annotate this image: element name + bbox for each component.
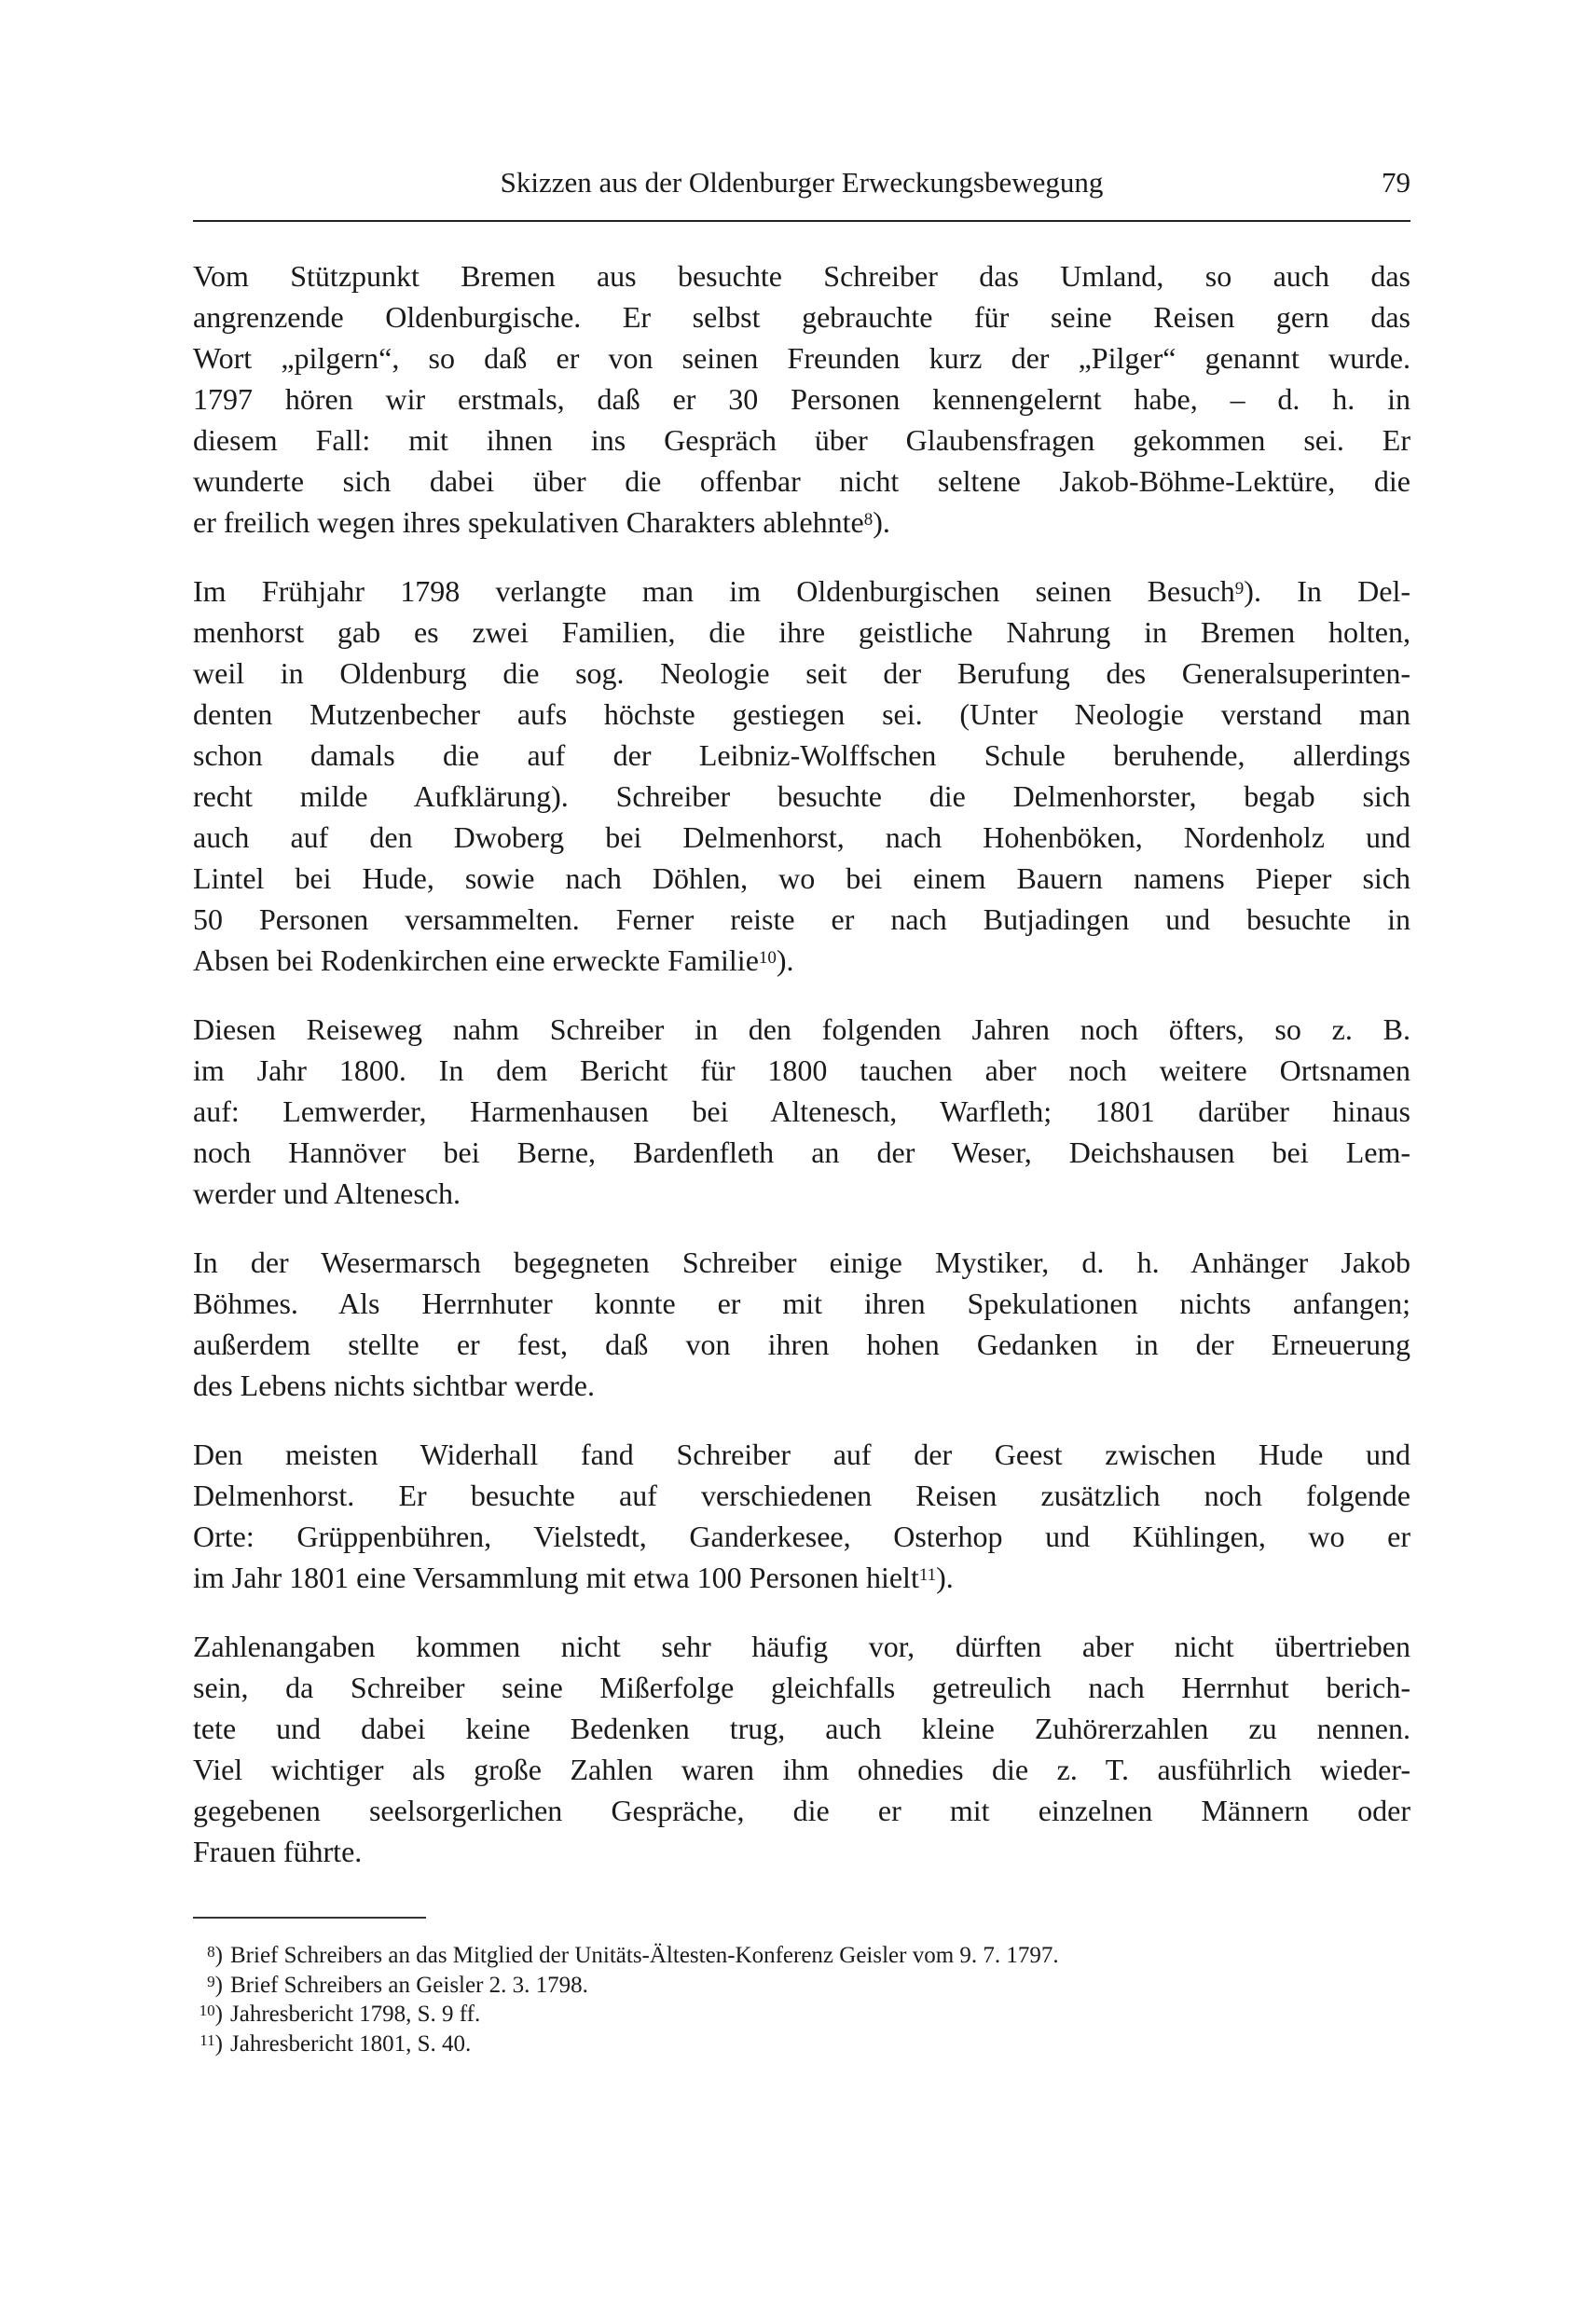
footnote-ref[interactable]: 10 (758, 948, 777, 968)
text-line: Den meisten Widerhall fand Schreiber auf der Geest zwischen Hude und (193, 1438, 1410, 1471)
text-line: Zahlenangaben kommen nicht sehr häufig vor, dürften aber nicht übertrieben (193, 1630, 1410, 1663)
text-line: Vom Stützpunkt Bremen aus besuchte Schreiber das Umland, so auch das (193, 259, 1410, 293)
text-line: diesem Fall: mit ihnen ins Gespräch über Glaubensfragen gekommen sei. Er (193, 423, 1410, 457)
running-title: Skizzen aus der Oldenburger Erweckungsbewegung (500, 166, 1104, 199)
text-line: Delmenhorst. Er besuchte auf verschiedenen Reisen zusätzlich noch folgende (193, 1479, 1410, 1512)
paragraph (193, 1626, 1410, 1872)
paragraph (193, 1009, 1410, 1214)
footnote (193, 2000, 1410, 2030)
text-line: noch Hannöver bei Berne, Bardenfleth an der Weser, Deichshausen bei Lem- (193, 1135, 1410, 1169)
footnote-ref[interactable]: 11 (918, 1565, 937, 1585)
text-line: auch auf den Dwoberg bei Delmenhorst, nach Hohenböken, Nordenholz und (193, 820, 1410, 854)
text-line: des Lebens nichts sichtbar werde. (193, 1369, 595, 1402)
footnote-number-sup: 11 (200, 2030, 215, 2049)
text-line: weil in Oldenburg die sog. Neologie seit der Berufung des Generalsuperinten- (193, 656, 1410, 690)
page-number: 79 (1382, 166, 1410, 199)
footnote-number-sup: 10 (199, 2002, 215, 2019)
text-line: im Jahr 1801 eine Versammlung mit etwa 100 Personen hielt$^{11}$). (193, 1561, 954, 1594)
footnote-text: Brief Schreibers an das Mitglied der Unitäts-Ältesten-Konferenz Geisler vom 9. 7. 1797. (230, 1943, 1059, 1968)
line-tail: ). (873, 505, 890, 539)
header-rule (193, 220, 1410, 222)
text-line: 1797 hören wir erstmals, daß er 30 Personen kennengelernt habe, – d. h. in (193, 382, 1410, 416)
text-line: Viel wichtiger als große Zahlen waren ihm ohnedies die z. T. ausführlich wieder- (193, 1753, 1410, 1786)
text-line: schon damals die auf der Leibniz-Wolffschen Schule beruhende, allerdings (193, 738, 1410, 772)
line-tail: ). (936, 1561, 954, 1594)
footnote-number: $^9$) (207, 1972, 223, 1998)
text-line: Böhmes. Als Herrnhuter konnte er mit ihren Spekulationen nichts anfangen; (193, 1287, 1410, 1320)
footnote-number: $^{11}$) (200, 2030, 223, 2057)
text-line: er freilich wegen ihres spekulativen Charakters ablehnte$^8$). (193, 505, 890, 539)
text-line: Absen bei Rodenkirchen eine erweckte Familie$^{10}$). (193, 943, 794, 977)
text-line: 50 Personen versammelten. Ferner reiste er nach Butjadingen und besuchte in (193, 902, 1410, 936)
text-line: denten Mutzenbecher aufs höchste gestiegen sei. (Unter Neologie verstand man (193, 697, 1410, 731)
paragraph (193, 1242, 1410, 1406)
text-line: außerdem stellte er fest, daß von ihren hohen Gedanken in der Erneuerung (193, 1328, 1410, 1361)
footnote-number-sup: 9 (207, 1972, 215, 1990)
text-line: tete und dabei keine Bedenken trug, auch kleine Zuhörerzahlen zu nennen. (193, 1712, 1410, 1745)
footnote-ref[interactable]: 9 (1234, 579, 1245, 599)
footnote-text: Jahresbericht 1801, S. 40. (230, 2030, 472, 2057)
text-line: menhorst gab es zwei Familien, die ihre geistliche Nahrung in Bremen holten, (193, 615, 1410, 649)
footnote (193, 1971, 1410, 2001)
footnote (193, 1941, 1410, 1971)
footnote-text: Brief Schreibers an Geisler 2. 3. 1798. (230, 1972, 588, 1998)
paragraph (193, 1434, 1410, 1598)
body-text (193, 255, 1410, 1872)
footnote-number: $^8$) (207, 1943, 223, 1968)
text-line: gegebenen seelsorgerlichen Gespräche, die er mit einzelnen Männern oder (193, 1794, 1410, 1827)
text-line: Wort „pilgern“, so daß er von seinen Freunden kurz der „Pilger“ genannt wurde. (193, 341, 1410, 375)
footnote-number-sup: 8 (207, 1943, 215, 1961)
running-header (193, 166, 1410, 207)
text-line: Orte: Grüppenbühren, Vielstedt, Ganderkesee, Osterhop und Kühlingen, wo er (193, 1520, 1410, 1553)
text-line: In der Wesermarsch begegneten Schreiber einige Mystiker, d. h. Anhänger Jakob (193, 1245, 1410, 1279)
footnotes (193, 1941, 1410, 2058)
text-line: werder und Altenesch. (193, 1177, 461, 1210)
footnote-rule (193, 1917, 426, 1919)
line-tail: ). (776, 943, 794, 977)
paragraph (193, 571, 1410, 981)
text-line: recht milde Aufklärung). Schreiber besuchte die Delmenhorster, begab sich (193, 779, 1410, 813)
text-line: Frauen führte. (193, 1835, 363, 1868)
text-line: sein, da Schreiber seine Mißerfolge gleichfalls getreulich nach Herrnhut berich- (193, 1671, 1410, 1704)
footnote (193, 2030, 1410, 2059)
text-line: im Jahr 1800. In dem Bericht für 1800 tauchen aber noch weitere Ortsnamen (193, 1053, 1410, 1087)
text-line: angrenzende Oldenburgische. Er selbst gebrauchte für seine Reisen gern das (193, 300, 1410, 334)
text-line: auf: Lemwerder, Harmenhausen bei Altenesch, Warfleth; 1801 darüber hinaus (193, 1094, 1410, 1128)
footnote-ref[interactable]: 8 (863, 510, 874, 530)
paragraph (193, 255, 1410, 543)
text-line: wunderte sich dabei über die offenbar nicht seltene Jakob-Böhme-Lektüre, die (193, 464, 1410, 498)
text-line: Diesen Reiseweg nahm Schreiber in den folgenden Jahren noch öfters, so z. B. (193, 1012, 1410, 1046)
text-line: Im Frühjahr 1798 verlangte man im Oldenburgischen seinen Besuch$^9$). In Del- (193, 574, 1411, 608)
footnote-text: Jahresbericht 1798, S. 9 ff. (230, 2002, 481, 2027)
footnote-number: $^{10}$) (199, 2002, 223, 2027)
text-line: Lintel bei Hude, sowie nach Döhlen, wo bei einem Bauern namens Pieper sich (193, 861, 1410, 895)
